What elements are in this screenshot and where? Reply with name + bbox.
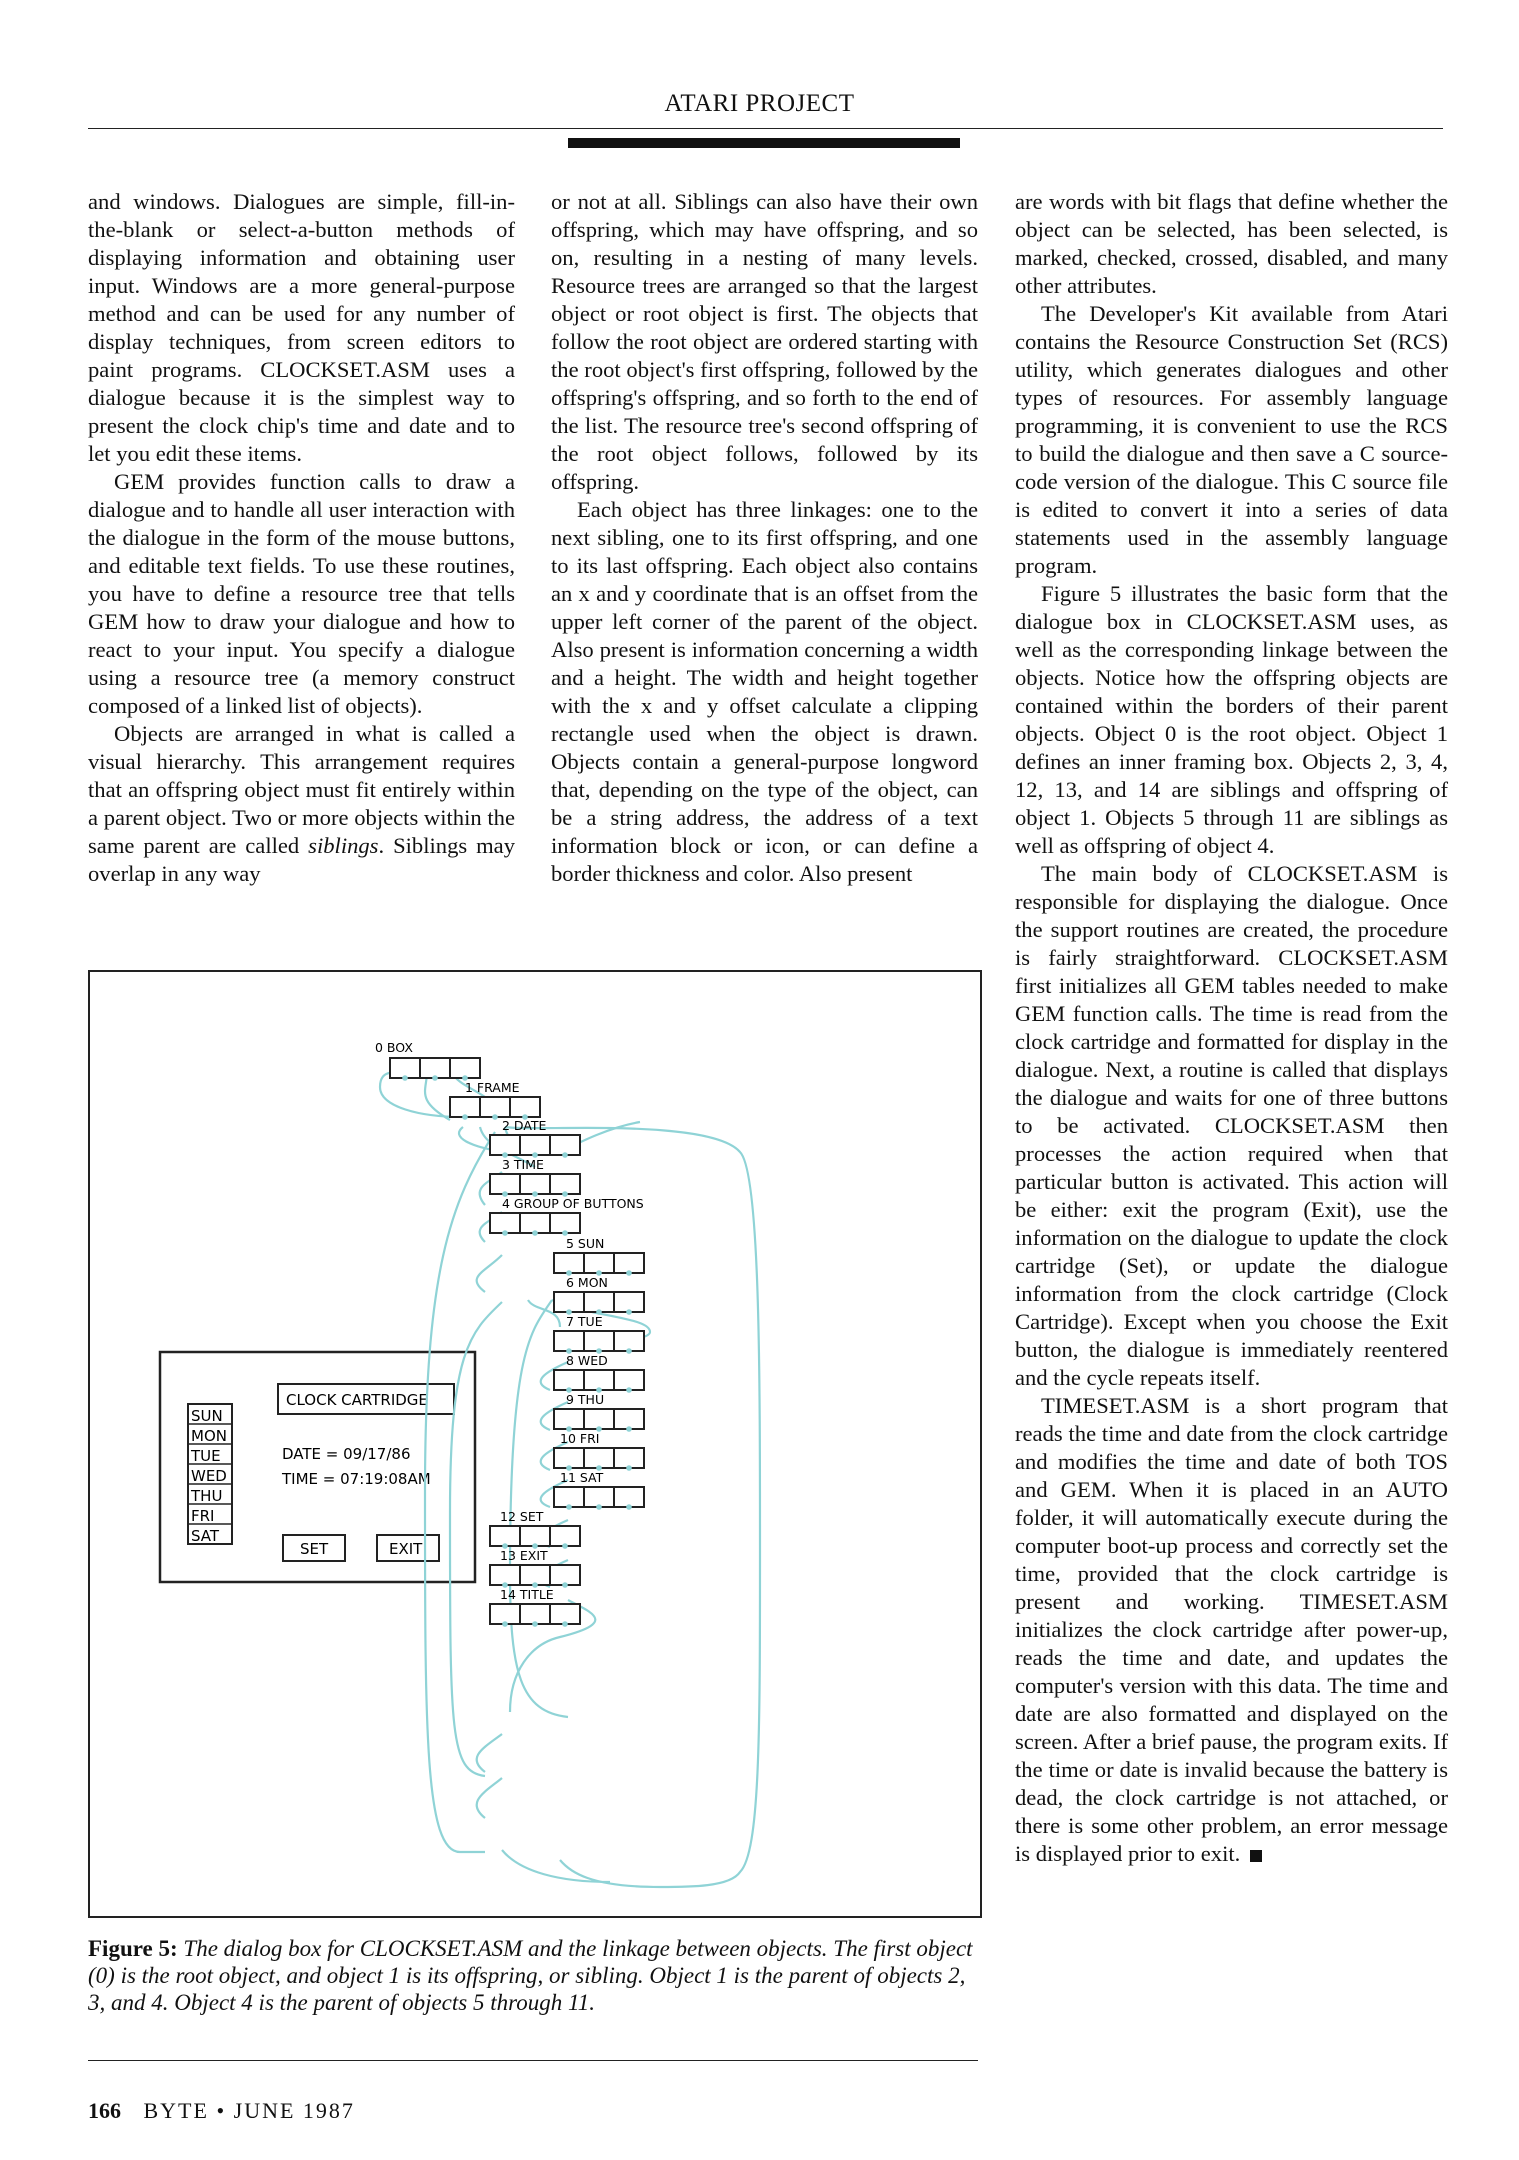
paragraph-text: TIMESET.ASM is a short program that reads the time and date from the clock cartridge and modifies the time and date of both TOS and GEM. When it is placed in an AUTO folder, it will automatically execute during the computer boot-up process and correctly set the time, provided that the clock cartridge is present and working. TIMESET.ASM initializes the clock cartridge after power-up, reads the time and date, and updates the computer's version with this data. The time and date are also formatted and displayed on the screen. After a brief pause, the program exits. If the time or date is invalid because the battery is dead, the clock cartridge is not attached, or there is some other problem, an error message is displayed prior to exit. [1015, 1393, 1448, 1866]
node-frame [450, 1080, 540, 1120]
paragraph: or not at all. Siblings can also have their own offspring, which may have offspring, and so on, resulting in a nesting of many levels. Resource trees are arranged so that the largest object or root object is first. The objects that follow the root object are ordered starting with the root object's first offspring, followed by the offspring's offspring, and so forth to the end of the list. The resource tree's second offspring of the root object follows, followed by its offspring. [551, 189, 978, 494]
node-label: 9 THU [566, 1392, 605, 1407]
figure-diagram [90, 972, 980, 1916]
running-header: ATARI PROJECT [664, 90, 855, 117]
figure-caption [88, 1935, 978, 2016]
link-dot [562, 1543, 568, 1549]
link-title-end [502, 1850, 610, 1882]
paragraph: Each object has three linkages: one to the next sibling, one to its first offspring, and one to its last offspring. Each object also contains an x and y coordinate that is an offset from the upper left corner of the parent of the object. Also present is information concerning a width and a height. The width and height together with the x and y offset calculate a clipping rectangle used when the object is drawn. Objects contain a general-purpose longword that, depending on the type of the object, can be a string address, the address of a text information block or icon, or can define a border thickness and color. Also present [551, 497, 978, 886]
node-label: 14 TITLE [500, 1587, 554, 1602]
link-dot [462, 1114, 468, 1120]
day-label: WED [191, 1467, 227, 1485]
node-label: 7 TUE [566, 1314, 603, 1329]
node-exit [490, 1548, 580, 1588]
node-fri [554, 1431, 644, 1471]
day-label: SAT [191, 1527, 220, 1545]
link-dot [502, 1230, 508, 1236]
page-footer [88, 2098, 355, 2124]
header-rule [88, 128, 1443, 129]
day-label: THU [191, 1487, 223, 1505]
link-dot [626, 1348, 632, 1354]
figure-5 [88, 970, 982, 1918]
node-label: 13 EXIT [500, 1548, 548, 1563]
node-label: 10 FRI [560, 1431, 600, 1446]
link-dot [492, 1114, 498, 1120]
link-dot [596, 1504, 602, 1510]
node-set [490, 1509, 580, 1549]
link-group-next [477, 1255, 502, 1292]
paragraph: The main body of CLOCKSET.ASM is responsible for displaying the dialogue. Once the support routines are created, the procedure is fairly straightforward. CLOCKSET.ASM first initializes all GEM tables needed to make GEM function calls. The time is read from the clock cartridge and formatted for display in the dialogue. Next, a routine is called that displays the dialogue and waits for one of three buttons to be activated. CLOCKSET.ASM then processes the action required when that particular button is activated. This action will be either: exit the program (Exit), use the information on the dialogue to update the clock cartridge (Set), or update the dialogue information from the clock cartridge (Clock Cartridge). Except when you choose the Exit button, the dialogue is immediately reentered and the cycle repeats itself. [1015, 861, 1448, 1390]
paragraph [1015, 1392, 1448, 1868]
node-label: 3 TIME [502, 1157, 544, 1172]
paragraph: and windows. Dialogues are simple, fill-in-the-blank or select-a-button methods of displaying information and obtaining user input. Windows are a more general-purpose method and can be used for any number of display techniques, from screen editors to paint programs. CLOCKSET.ASM uses a dialogue because it is the simplest way to present the clock chip's time and date and to let you edit these items. [88, 189, 515, 466]
link-dot [626, 1426, 632, 1432]
link-dot [566, 1504, 572, 1510]
column-2 [551, 188, 978, 888]
link-dot [402, 1075, 408, 1081]
link-dot [626, 1309, 632, 1315]
paragraph [88, 720, 515, 888]
paragraph-text: Objects are arranged in what is called a visual hierarchy. This arrangement requires that an offspring object must fit entirely within a parent object. Two or more objects within the same parent are called [88, 721, 515, 858]
node-label: 4 GROUP OF BUTTONS [502, 1196, 644, 1211]
node-mon [554, 1275, 644, 1315]
paragraph: are words with bit flags that define whether the object can be selected, has been selected, is marked, checked, crossed, disabled, and many other attributes. [1015, 189, 1448, 298]
link-dot [502, 1621, 508, 1627]
caption-text: The dialog box for CLOCKSET.ASM and the linkage between objects. The first object (0) is the root object, and object 1 is its offspring, or sibling. Object 1 is the parent of objects 2, 3, and 4. Object 4 is the parent of objects 5 through 11. [88, 1936, 973, 2015]
node-sun [554, 1236, 644, 1276]
node-label: 12 SET [500, 1509, 544, 1524]
link-dot [626, 1387, 632, 1393]
node-label: 5 SUN [566, 1236, 605, 1251]
bottom-rule [88, 2060, 978, 2061]
link-dot [562, 1230, 568, 1236]
day-label: MON [191, 1427, 227, 1445]
link-dot [626, 1465, 632, 1471]
link-dot [432, 1075, 438, 1081]
node-label: 0 BOX [375, 1040, 413, 1055]
column-1 [88, 188, 515, 888]
link-dot [532, 1621, 538, 1627]
node-label: 6 MON [566, 1275, 608, 1290]
node-thu [554, 1392, 644, 1432]
node-wed [554, 1353, 644, 1393]
link-dot [532, 1230, 538, 1236]
header-bar [568, 138, 960, 148]
node-label: 1 FRAME [465, 1080, 520, 1095]
link-dot [626, 1270, 632, 1276]
link-dot [562, 1582, 568, 1588]
paragraph: The Developer's Kit available from Atari contains the Resource Construction Set (RCS) utility, which generates dialogues and other types of resources. For assembly language programming, it is convenient to use the RCS to build the dialogue and then save a C source-code version of the dialogue. This C source file is edited to convert it into a series of data statements used in the assembly language program. [1015, 301, 1448, 578]
paragraph-tail: . Siblings may overlap in any way [88, 833, 515, 886]
link-dot [562, 1621, 568, 1627]
link-dot [626, 1504, 632, 1510]
day-label: TUE [191, 1447, 221, 1465]
link-exit-title [477, 1778, 502, 1818]
magazine-issue: BYTE • JUNE 1987 [143, 2098, 355, 2123]
caption-label: Figure 5: [88, 1936, 178, 1961]
link-set-exit [477, 1734, 502, 1772]
days-list [188, 1404, 232, 1545]
set-button: SET [300, 1540, 329, 1558]
exit-button: EXIT [389, 1540, 423, 1558]
node-label: 11 SAT [560, 1470, 604, 1485]
node-time [490, 1157, 580, 1197]
day-label: FRI [191, 1507, 215, 1525]
link-dot [562, 1152, 568, 1158]
node-date [490, 1118, 580, 1158]
paragraph: Figure 5 illustrates the basic form that the dialogue box in CLOCKSET.ASM uses, as well as the corresponding linkage between the objects. Notice how the offspring objects are contained within the borders of their parent objects. Object 0 is the root object. Object 1 defines an inner framing box. Objects 2, 3, 4, 12, 13, and 14 are siblings and offspring of object 1. Objects 5 through 11 are siblings as well as offspring of object 4. [1015, 581, 1448, 858]
end-mark-icon [1250, 1850, 1262, 1862]
column-3 [1015, 188, 1448, 1868]
time-line: TIME = 07:19:08AM [282, 1470, 431, 1488]
node-root [375, 1040, 480, 1081]
node-label: 2 DATE [502, 1118, 547, 1133]
node-group-of-buttons [490, 1196, 644, 1236]
node-title [490, 1587, 580, 1627]
page-number: 166 [88, 2098, 121, 2123]
date-line: DATE = 09/17/86 [282, 1445, 411, 1463]
paragraph: GEM provides function calls to draw a dialogue and to handle all user interaction with the dialogue in the form of the mouse buttons, and editable text fields. To use these routines, you have to define a resource tree that tells GEM how to draw your dialogue and how to react to your input. You specify a dialogue using a resource tree (a memory construct composed of a linked list of objects). [88, 469, 515, 718]
day-label: SUN [191, 1407, 223, 1425]
node-sat [554, 1470, 644, 1510]
node-label: 8 WED [566, 1353, 608, 1368]
clock-cartridge-button: CLOCK CARTRIDGE [286, 1391, 428, 1409]
italic-term: siblings [308, 833, 379, 858]
